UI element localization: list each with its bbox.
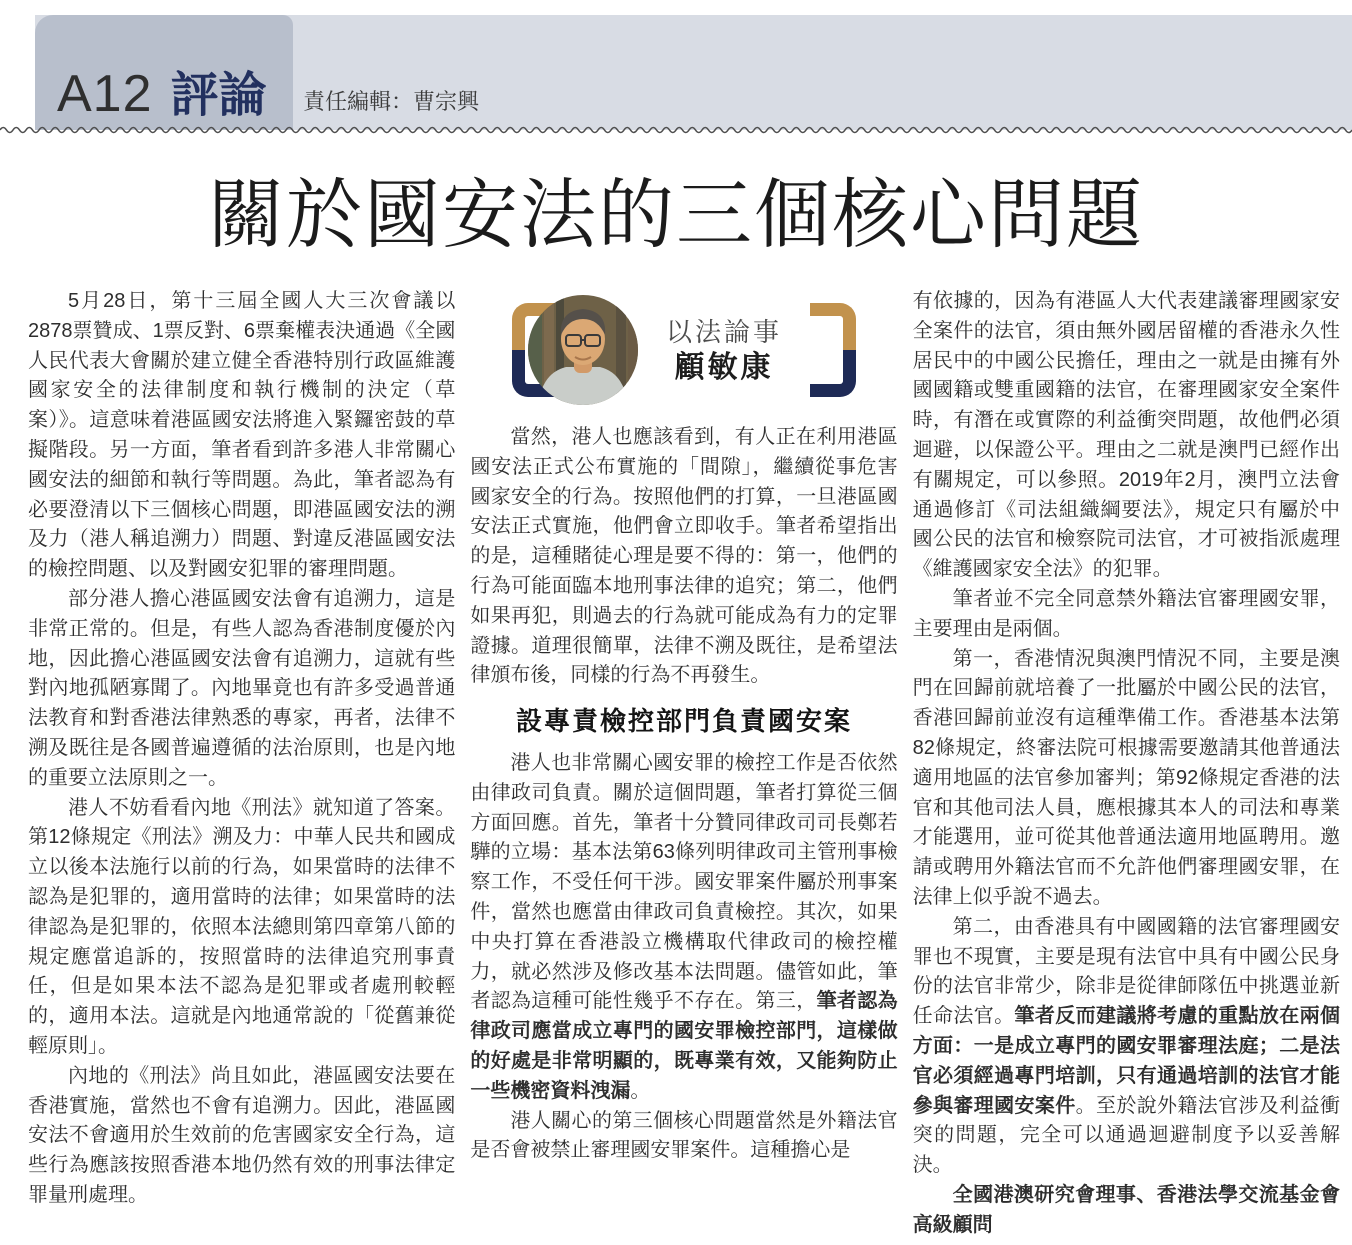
section-name: 評論 [170, 69, 267, 122]
author-byline: 全國港澳研究會理事、香港法學交流基金會高級顧問 [912, 1183, 1340, 1236]
paragraph-bold-text: 筆者反而建議將考慮的重點放在兩個方面：一是成立專門的國安罪審理法庭；二是法官必須經過專門培訓，只有通過培訓的法官才能參與審理國安案件 [912, 1005, 1340, 1117]
paragraph [470, 749, 897, 1107]
column-right [913, 287, 1340, 1241]
paragraph: 港人不妨看看內地《刑法》就知道了答案。第12條規定《刑法》溯及力：中華人民共和國成立以後本法施行以前的行為，如果當時的法律不認為是犯罪的，適用當時的法律；如果當時的法律認為是犯罪的，依照本法總則第四章第八節的規定應當追訴的，按照當時的法律追究刑事責任，但是如果本法不認為是犯罪或者處刑較輕的，適用本法。這就是內地通常說的「從舊兼從輕原則」。 [28, 796, 456, 1057]
column-left [28, 287, 455, 1241]
paragraph: 內地的《刑法》尚且如此，港區國安法要在香港實施，當然也不會有追溯力。因此，港區國安法不會適用於生效前的危害國家安全行為，這些行為應該按照香港本地仍然有效的刑事法律定罪量刑處理。 [28, 1064, 456, 1206]
paragraph: 筆者並不完全同意禁外籍法官審理國安罪，主要理由是兩個。 [912, 587, 1340, 640]
page-header [0, 0, 1352, 130]
page-number: A12 [57, 65, 153, 123]
paragraph-text: 。 [630, 1079, 651, 1102]
paragraph: 港人關心的第三個核心問題當然是外籍法官是否會被禁止審理國安罪案件。這種擔心是 [470, 1109, 898, 1162]
article-body [0, 263, 1352, 1241]
paragraph: 5月28日，第十三屆全國人大三次會議以2878票贊成、1票反對、6票棄權表決通過《全國人民代表大會關於建立健全香港特別行政區維護國家安全的法律制度和執行機制的決定（草案）》。這意味着港區國安法將進入緊鑼密鼓的草擬階段。另一方面，筆者看到許多港人非常關心國安法的細節和執行等問題。為此，筆者認為有必要澄清以下三個核心問題，即港區國安法的溯及力（港人稱追溯力）問題、對違反港區國安法的檢控問題、以及對國安犯罪的審理問題。 [28, 290, 456, 581]
paragraph-bold-text: 筆者認為律政司應當成立專門的國安罪檢控部門，這樣做的好處是非常明顯的，既專業有效，又能夠防止一些機密資料洩漏 [470, 990, 898, 1102]
bracket-right-bottom [810, 350, 856, 397]
author-name: 顧敏康 [674, 350, 774, 384]
author-portrait-icon [528, 295, 638, 405]
paragraph: 部分港人擔心港區國安法會有追溯力，這是非常正常的。但是，有些人認為香港制度優於內地，因此擔心港區國安法會有追溯力，這就有些對內地孤陋寡聞了。內地畢竟也有許多受過普通法教育和對香港法律熟悉的專家，再者，法律不溯及既往是各國普遍遵循的法治原則，也是內地的重要立法原則之一。 [28, 587, 456, 789]
section-tab [35, 15, 293, 130]
column-title: 以法論事 [665, 316, 782, 347]
article-headline: 關於國安法的三個核心問題 [208, 173, 1144, 258]
author-text [644, 318, 804, 383]
bracket-right-top [810, 303, 856, 350]
section-subhead: 設專責檢控部門負責國安案 [515, 707, 852, 737]
paragraph [913, 913, 1340, 1181]
author-box [470, 287, 897, 413]
paragraph: 有依據的，因為有港區人大代表建議審理國家安全案件的法官，須由無外國居留權的香港永久性居民中的中國公民擔任，理由之一就是由擁有外國國籍或雙重國籍的法官，在審理國家安全案件時，有潛在或實際的利益衝突問題，故他們必須迴避，以保證公平。理由之二就是澳門已經作出有關規定，可以參照。2019年2月，澳門立法會通過修訂《司法組織綱要法》，規定只有屬於中國公民的法官和檢察院司法官，才可被指派處理《維護國家安全法》的犯罪。 [912, 290, 1340, 581]
wavy-divider [0, 123, 1352, 137]
paragraph: 當然，港人也應該看到，有人正在利用港區國安法正式公布實施的「間隙」，繼續從事危害國家安全的行為。按照他們的打算，一旦港區國安法正式實施，他們會立即收手。筆者希望指出的是，這種賭徒心理是要不得的：第一，他們的行為可能面臨本地刑事法律的追究；第二，他們如果再犯，則過去的行為就可能成為有力的定罪證據。道理很簡單，法律不溯及既往，是希望法律頒布後，同樣的行為不再發生。 [470, 426, 898, 687]
paragraph-text: 港人也非常關心國安罪的檢控工作是否依然由律政司負責。關於這個問題，筆者打算從三個方面回應。首先，筆者十分贊同律政司司長鄭若驊的立場：基本法第63條列明律政司主管刑事檢察工作，不受任何干涉。國安罪案件屬於刑事案件，當然也應當由律政司負責檢控。其次，如果中央打算在香港設立機構取代律政司的檢控權力，就必然涉及修改基本法問題。儘管如此，筆者認為這種可能性幾乎不存在。第三， [470, 751, 898, 1013]
author-photo [528, 295, 638, 405]
wavy-divider-path [0, 128, 1352, 133]
paragraph-text: 第二，由香港具有中國國籍的法官審理國安罪也不現實，主要是現有法官中具有中國公民身份的法官非常少，除非是從律師隊伍中挑選並新任命法官。 [912, 915, 1340, 1028]
paragraph-text: 。至於說外籍法官涉及利益衝突的問題，完全可以通過迴避制度予以妥善解決。 [912, 1094, 1340, 1177]
bracket-right-icon [810, 303, 856, 397]
paragraph: 第一，香港情況與澳門情況不同，主要是澳門在回歸前就培養了一批屬於中國公民的法官，香港回歸前並沒有這種準備工作。香港基本法第82條規定，終審法院可根據需要邀請其他普通法適用地區的法官參加審判；第92條規定香港的法官和其他司法人員，應根據其本人的司法和專業才能選用，並可從其他普通法適用地區聘用。邀請或聘用外籍法官而不允許他們審理國安罪，在法律上似乎說不過去。 [912, 647, 1340, 908]
editor-label: 責任編輯：曹宗興 [303, 89, 480, 114]
column-middle [470, 287, 897, 1241]
